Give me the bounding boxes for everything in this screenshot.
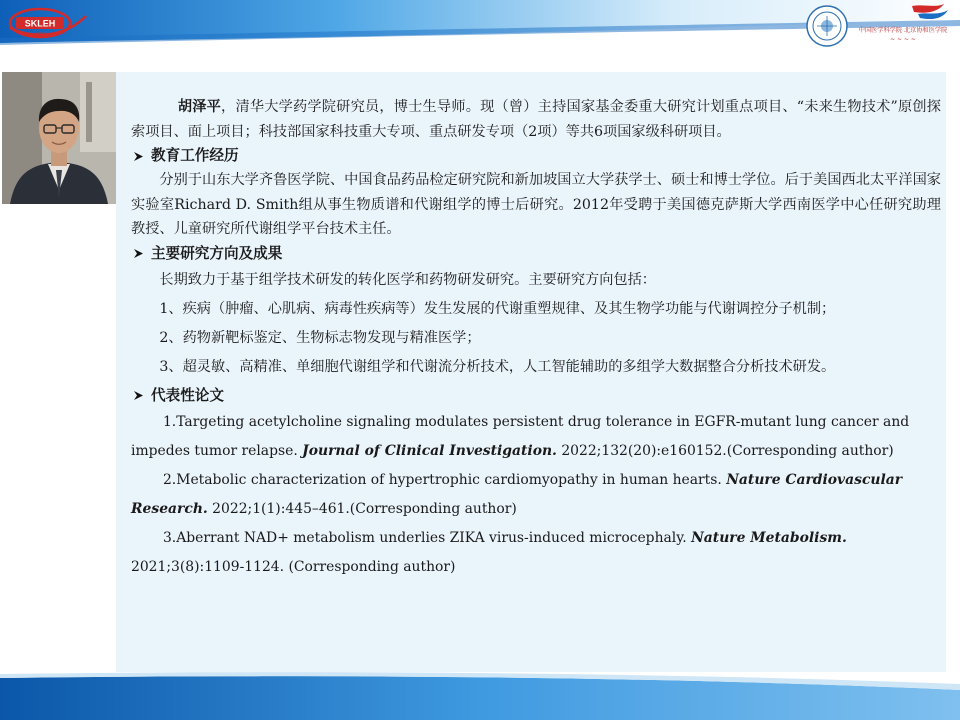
arrow-bullet-icon: [133, 248, 144, 259]
person-name: 胡泽平: [177, 99, 222, 115]
logo-text: SKLEH: [24, 18, 56, 29]
education-text: 分别于山东大学齐鲁医学院、中国食品药品检定研究院和新加坡国立大学获学士、硕士和博士学位。后于美国西北太平洋国家实验室Richard D. Smith组从事生物质谱和代谢组学的博士后研究。2012年受聘于美国德克萨斯大学西南医学中心任研究助理教授、儿童研究所代谢组学平台技术主任。: [131, 172, 941, 237]
section-heading-papers: [131, 384, 941, 408]
svg-text:中国医学科学院 北京协和医学院: 中国医学科学院 北京协和医学院: [858, 27, 948, 34]
journal-name: Nature Metabolism.: [691, 529, 847, 546]
university-seal-logo: [805, 4, 849, 48]
arrow-bullet-icon: [133, 390, 144, 401]
research-item: 1、疾病（肿瘤、心肌病、病毒性疾病等）发生发展的代谢重塑规律、及其生物学功能与代谢调控分子机制；: [159, 300, 836, 317]
arrow-bullet-icon: [133, 151, 144, 162]
publication-item: 2.Metabolic characterization of hypertrophic cardiomyopathy in human hearts. Nature Cardiovascular Research. 2022;1(1):445–461.(Corresponding author): [131, 471, 903, 517]
svg-text:1950: 1950: [34, 32, 46, 38]
publication-item: 1.Targeting acetylcholine signaling modulates persistent drug tolerance in EGFR-mutant lung cancer and impedes tumor relapse. Journal of Clinical Investigation. 2022;132(20):e160152.(Corresponding author): [131, 413, 910, 459]
papers-heading: 代表性论文: [151, 386, 224, 404]
research-item: 2、药物新靶标鉴定、生物标志物发现与精准医学；: [159, 329, 481, 346]
section-heading-education: [131, 144, 941, 168]
profile-intro: [131, 95, 941, 144]
profile-intro-text: ，清华大学药学院研究员，博士生导师。现（曾）主持国家基金委重大研究计划重点项目、“未来生物技术”原创探索项目、面上项目；科技部国家科技重大专项、重点研发专项（2项）等共6项国家级科研项目。: [131, 99, 941, 140]
education-heading: 教育工作经历: [151, 147, 239, 164]
svg-text:~ ~ ~ ~: ~ ~ ~ ~: [890, 36, 916, 43]
research-item: 3、超灵敏、高精准、单细胞代谢组学和代谢流分析技术，人工智能辅助的多组学大数据整合分析技术研发。: [159, 358, 836, 375]
publication-item: 3.Aberrant NAD+ metabolism underlies ZIKA virus-induced microcephaly. Nature Metabolism. 2021;3(8):1109-1124. (Corresponding author): [131, 529, 847, 575]
research-intro: 长期致力于基于组学技术研发的转化医学和药物研发研究。主要研究方向包括：: [159, 271, 656, 288]
section-heading-research: [131, 242, 941, 266]
research-heading: 主要研究方向及成果: [151, 244, 283, 262]
pumc-logo: [852, 2, 954, 46]
journal-name: Journal of Clinical Investigation.: [302, 442, 557, 459]
footer-band: [0, 672, 960, 720]
journal-name: Nature Cardiovascular Research.: [131, 471, 903, 517]
portrait-photo: [2, 72, 116, 204]
biography-text: [131, 95, 941, 582]
skleh-logo: [6, 6, 88, 40]
